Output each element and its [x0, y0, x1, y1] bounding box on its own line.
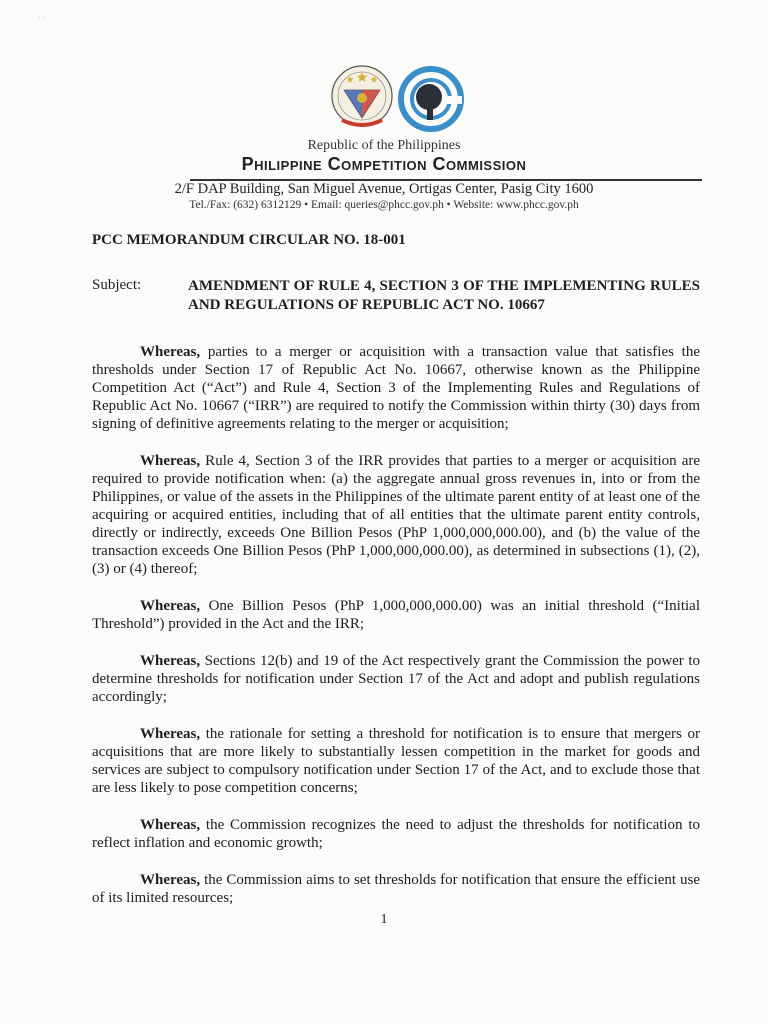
paragraph-lead: Whereas, — [140, 872, 201, 888]
whereas-paragraph — [92, 725, 700, 797]
document-body — [92, 343, 700, 926]
contact-line: Tel./Fax: (632) 6312129 • Email: queries@phcc.gov.ph • Website: www.phcc.gov.ph — [189, 199, 579, 211]
philippine-seal-icon — [330, 64, 394, 128]
paragraph-lead: Whereas, — [140, 817, 201, 833]
paragraph-text: parties to a merger or acquisition with a transaction value that satisfies the thresholds under Section 17 of Republic Act No. 10667, otherwise known as the Philippine Competition Act (“Act”) and Rule 4, Section 3 of the Implementing Rules and Regulations of Republic Act No. 10667 (“IRR”) are required to notify the Commission within thirty (30) days from signing of definitive agreements relating to the merger or acquisition; — [92, 344, 700, 432]
paragraph-text: the Commission recognizes the need to adjust the thresholds for notification to reflect inflation and economic growth; — [92, 817, 700, 851]
paragraph-lead: Whereas, — [140, 598, 201, 614]
scan-artifact: · · — [38, 14, 46, 23]
whereas-paragraph — [92, 343, 700, 433]
page-number: 1 — [380, 912, 388, 927]
circular-number: PCC MEMORANDUM CIRCULAR NO. 18-001 — [92, 232, 406, 248]
paragraph-lead: Whereas, — [140, 653, 201, 669]
commission-name: Philippine Competition Commission — [241, 154, 527, 174]
paragraph-text: Sections 12(b) and 19 of the Act respectively grant the Commission the power to determine thresholds for notification under Section 17 of the Act and adopt and publish regulations accordingly; — [92, 653, 700, 705]
subject-text: AMENDMENT OF RULE 4, SECTION 3 OF THE IMPLEMENTING RULES AND REGULATIONS OF REPUBLIC ACT NO. 10667 — [188, 278, 700, 313]
paragraph-text: the rationale for setting a threshold for notification is to ensure that mergers or acquisitions that are more likely to substantially lessen competition in the market for goods and services are subject to compulsory notification under Section 17 of the Act, and to exclude those that are less likely to pose competition concerns; — [92, 726, 700, 796]
pcc-logo-icon — [398, 66, 464, 132]
whereas-paragraph — [92, 871, 700, 907]
whereas-paragraph — [92, 597, 700, 633]
office-address: 2/F DAP Building, San Miguel Avenue, Ortigas Center, Pasig City 1600 — [174, 181, 594, 197]
paragraph-text: One Billion Pesos (PhP 1,000,000,000.00) was an initial threshold (“Initial Threshold”) provided in the Act and the IRR; — [92, 598, 700, 632]
whereas-paragraph — [92, 816, 700, 852]
letterhead-logos — [330, 64, 470, 144]
whereas-paragraph — [92, 652, 700, 706]
subject-label: Subject: — [92, 277, 142, 293]
paragraph-text: Rule 4, Section 3 of the IRR provides that parties to a merger or acquisition are required to provide notification when: (a) the aggregate annual gross revenues in, into or from the Philippines, or value of the assets in the Philippines of the ultimate parent entity of at least one of the acquiring or acquired entities, including that of all entities that the ultimate parent entity controls, directly or indirectly, exceeds One Billion Pesos (PhP 1,000,000,000.00), and (b) the value of the transaction exceeds One Billion Pesos (PhP 1,000,000,000.00), as determined in subsections (1), (2), (3) or (4) thereof; — [92, 453, 700, 577]
republic-line: Republic of the Philippines — [307, 138, 461, 153]
paragraph-lead: Whereas, — [140, 344, 201, 360]
paragraph-text: the Commission aims to set thresholds for notification that ensure the efficient use of its limited resources; — [92, 872, 700, 906]
paragraph-lead: Whereas, — [140, 726, 201, 742]
paragraph-lead: Whereas, — [140, 453, 201, 469]
whereas-paragraph — [92, 452, 700, 578]
